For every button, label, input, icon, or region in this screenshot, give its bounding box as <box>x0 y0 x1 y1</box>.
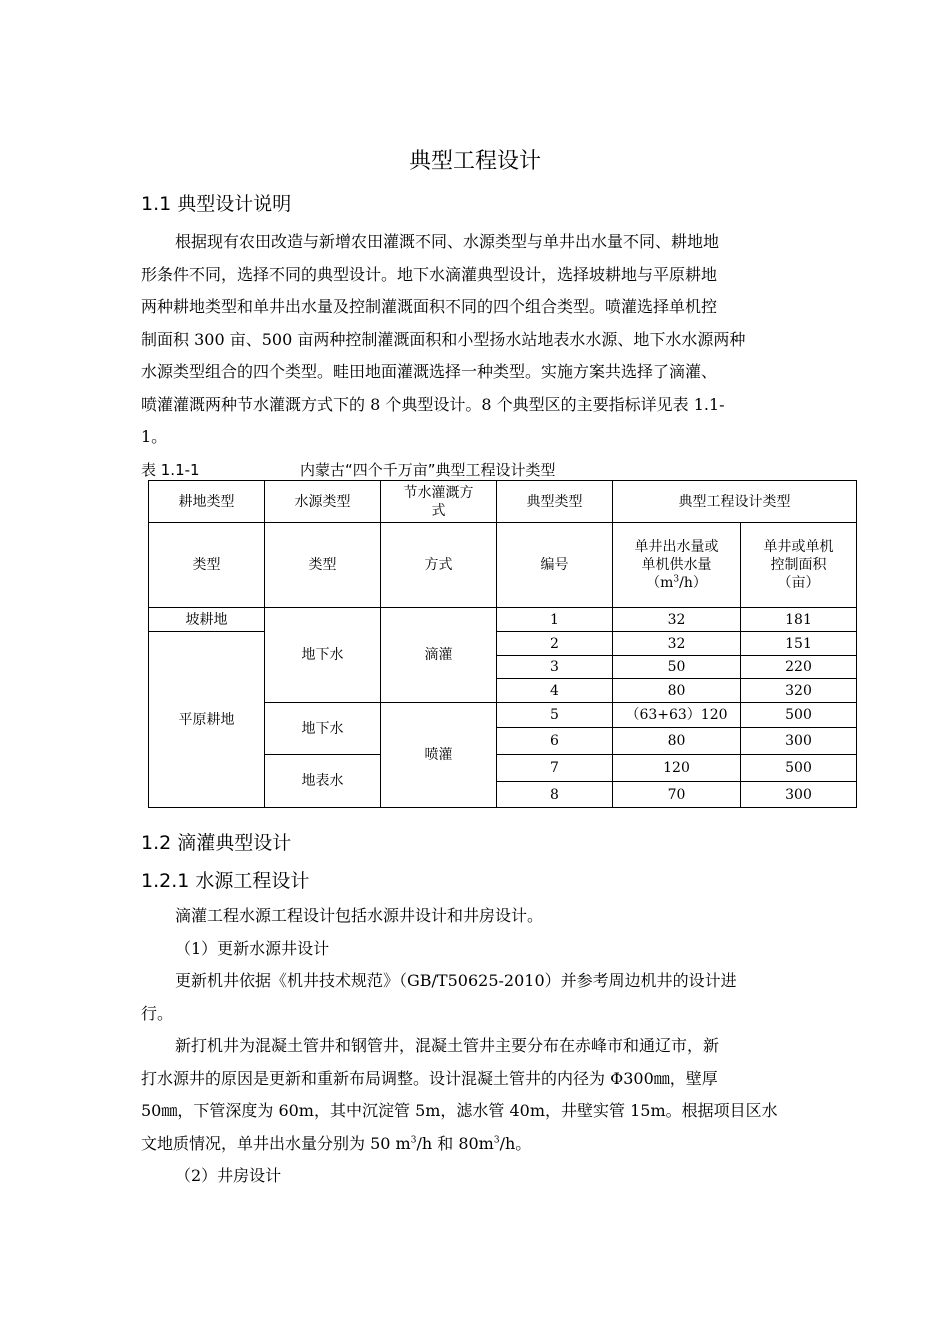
table-caption-number: 表 1.1-1 <box>141 461 200 479</box>
cell-flow: 32 <box>613 632 741 656</box>
section-heading-1-1: 1.1 典型设计说明 <box>141 193 292 215</box>
cell-flow: 70 <box>613 782 741 808</box>
paragraph-line: 打水源井的原因是更新和重新布局调整。设计混凝土管井的内径为 Φ300㎜，壁厚 <box>141 1068 718 1088</box>
paragraph-line: 水源类型组合的四个类型。畦田地面灌溉选择一种类型。实施方案共选择了滴灌、 <box>141 362 718 381</box>
paragraph-line: 新打机井为混凝土管井和钢管井，混凝土管井主要分布在赤峰市和通辽市，新 <box>175 1036 720 1055</box>
subheader-type: 类型 <box>149 523 265 608</box>
cell-area: 500 <box>741 755 857 782</box>
paragraph-line: 1。 <box>141 427 168 446</box>
paragraph-line: 滴灌工程水源工程设计包括水源井设计和井房设计。 <box>175 906 544 925</box>
section-heading-1-2-1: 1.2.1 水源工程设计 <box>141 870 310 892</box>
paragraph-line: 制面积 300 亩、500 亩两种控制灌溉面积和小型扬水站地表水水源、地下水水源两种 <box>141 329 746 349</box>
cell-flow: 32 <box>613 608 741 632</box>
cell-area: 300 <box>741 728 857 755</box>
cell-number: 4 <box>497 679 613 703</box>
cell-number: 8 <box>497 782 613 808</box>
cell-area: 181 <box>741 608 857 632</box>
cell-number: 3 <box>497 656 613 679</box>
page-title: 典型工程设计 <box>408 149 541 174</box>
cell-area: 151 <box>741 632 857 656</box>
cell-area: 320 <box>741 679 857 703</box>
cell-flow: （63+63）120 <box>613 703 741 728</box>
paragraph-line: 更新机井依据《机井技术规范》（GB/T50625-2010）并参考周边机井的设计进 <box>175 971 737 990</box>
paragraph-line: 形条件不同，选择不同的典型设计。地下水滴灌典型设计，选择坡耕地与平原耕地 <box>141 264 718 284</box>
section-1-1-paragraph <box>141 226 847 454</box>
paragraph-line: 根据现有农田改造与新增农田灌溉不同、水源类型与单井出水量不同、耕地地 <box>175 232 720 251</box>
cell-number: 5 <box>497 703 613 728</box>
list-item-heading: （2）井房设计 <box>175 1166 282 1185</box>
cell-method-sprinkler: 喷灌 <box>381 703 497 808</box>
subheader-flow: 单井出水量或 单机供水量 $(m^3/h)$ <box>613 523 741 608</box>
subheader-type: 类型 <box>265 523 381 608</box>
cell-method-drip: 滴灌 <box>381 608 497 703</box>
header-water-source-type: 水源类型 <box>265 481 381 523</box>
cell-water-surface: 地表水 <box>265 755 381 808</box>
paragraph-line: 文地质情况，单井出水量分别为 50 $m^3/h$ 和 $80m^3/h$。 <box>141 1133 532 1153</box>
list-item-heading: （1）更新水源井设计 <box>175 938 330 958</box>
cell-land-plain: 平原耕地 <box>149 632 265 808</box>
cell-flow: 80 <box>613 728 741 755</box>
header-land-type: 耕地类型 <box>149 481 265 523</box>
header-irrigation-method: 节水灌溉方 式 <box>381 481 497 523</box>
cell-land-slope: 坡耕地 <box>149 608 265 632</box>
paragraph-line: 两种耕地类型和单井出水量及控制灌溉面积不同的四个组合类型。喷灌选择单机控 <box>141 297 718 316</box>
cell-number: 2 <box>497 632 613 656</box>
header-design-type: 典型工程设计类型 <box>613 481 857 523</box>
cell-water-groundwater: 地下水 <box>265 703 381 755</box>
cell-area: 300 <box>741 782 857 808</box>
subheader-area: 单井或单机 控制面积 （亩） <box>741 523 857 608</box>
cell-flow: 120 <box>613 755 741 782</box>
table-caption-title: 内蒙古“四个千万亩”典型工程设计类型 <box>300 461 556 479</box>
cell-area: 220 <box>741 656 857 679</box>
paragraph-line: 行。 <box>141 1003 174 1023</box>
design-types-table <box>148 480 857 808</box>
header-typical-type: 典型类型 <box>497 481 613 523</box>
subheader-method: 方式 <box>381 523 497 608</box>
cell-number: 1 <box>497 608 613 632</box>
cell-area: 500 <box>741 703 857 728</box>
cell-water-groundwater: 地下水 <box>265 608 381 703</box>
section-heading-1-2: 1.2 滴灌典型设计 <box>141 832 292 854</box>
cell-number: 7 <box>497 755 613 782</box>
cell-number: 6 <box>497 728 613 755</box>
subheader-number: 编号 <box>497 523 613 608</box>
paragraph-line: 喷灌灌溉两种节水灌溉方式下的 8 个典型设计。8 个典型区的主要指标详见表 1.1- <box>141 394 725 414</box>
cell-flow: 80 <box>613 679 741 703</box>
paragraph-line: 50㎜，下管深度为 60m，其中沉淀管 5m，滤水管 40m，井壁实管 15m。根据项目区水 <box>141 1101 778 1120</box>
cell-flow: 50 <box>613 656 741 679</box>
section-1-2-1-body <box>141 900 847 1193</box>
